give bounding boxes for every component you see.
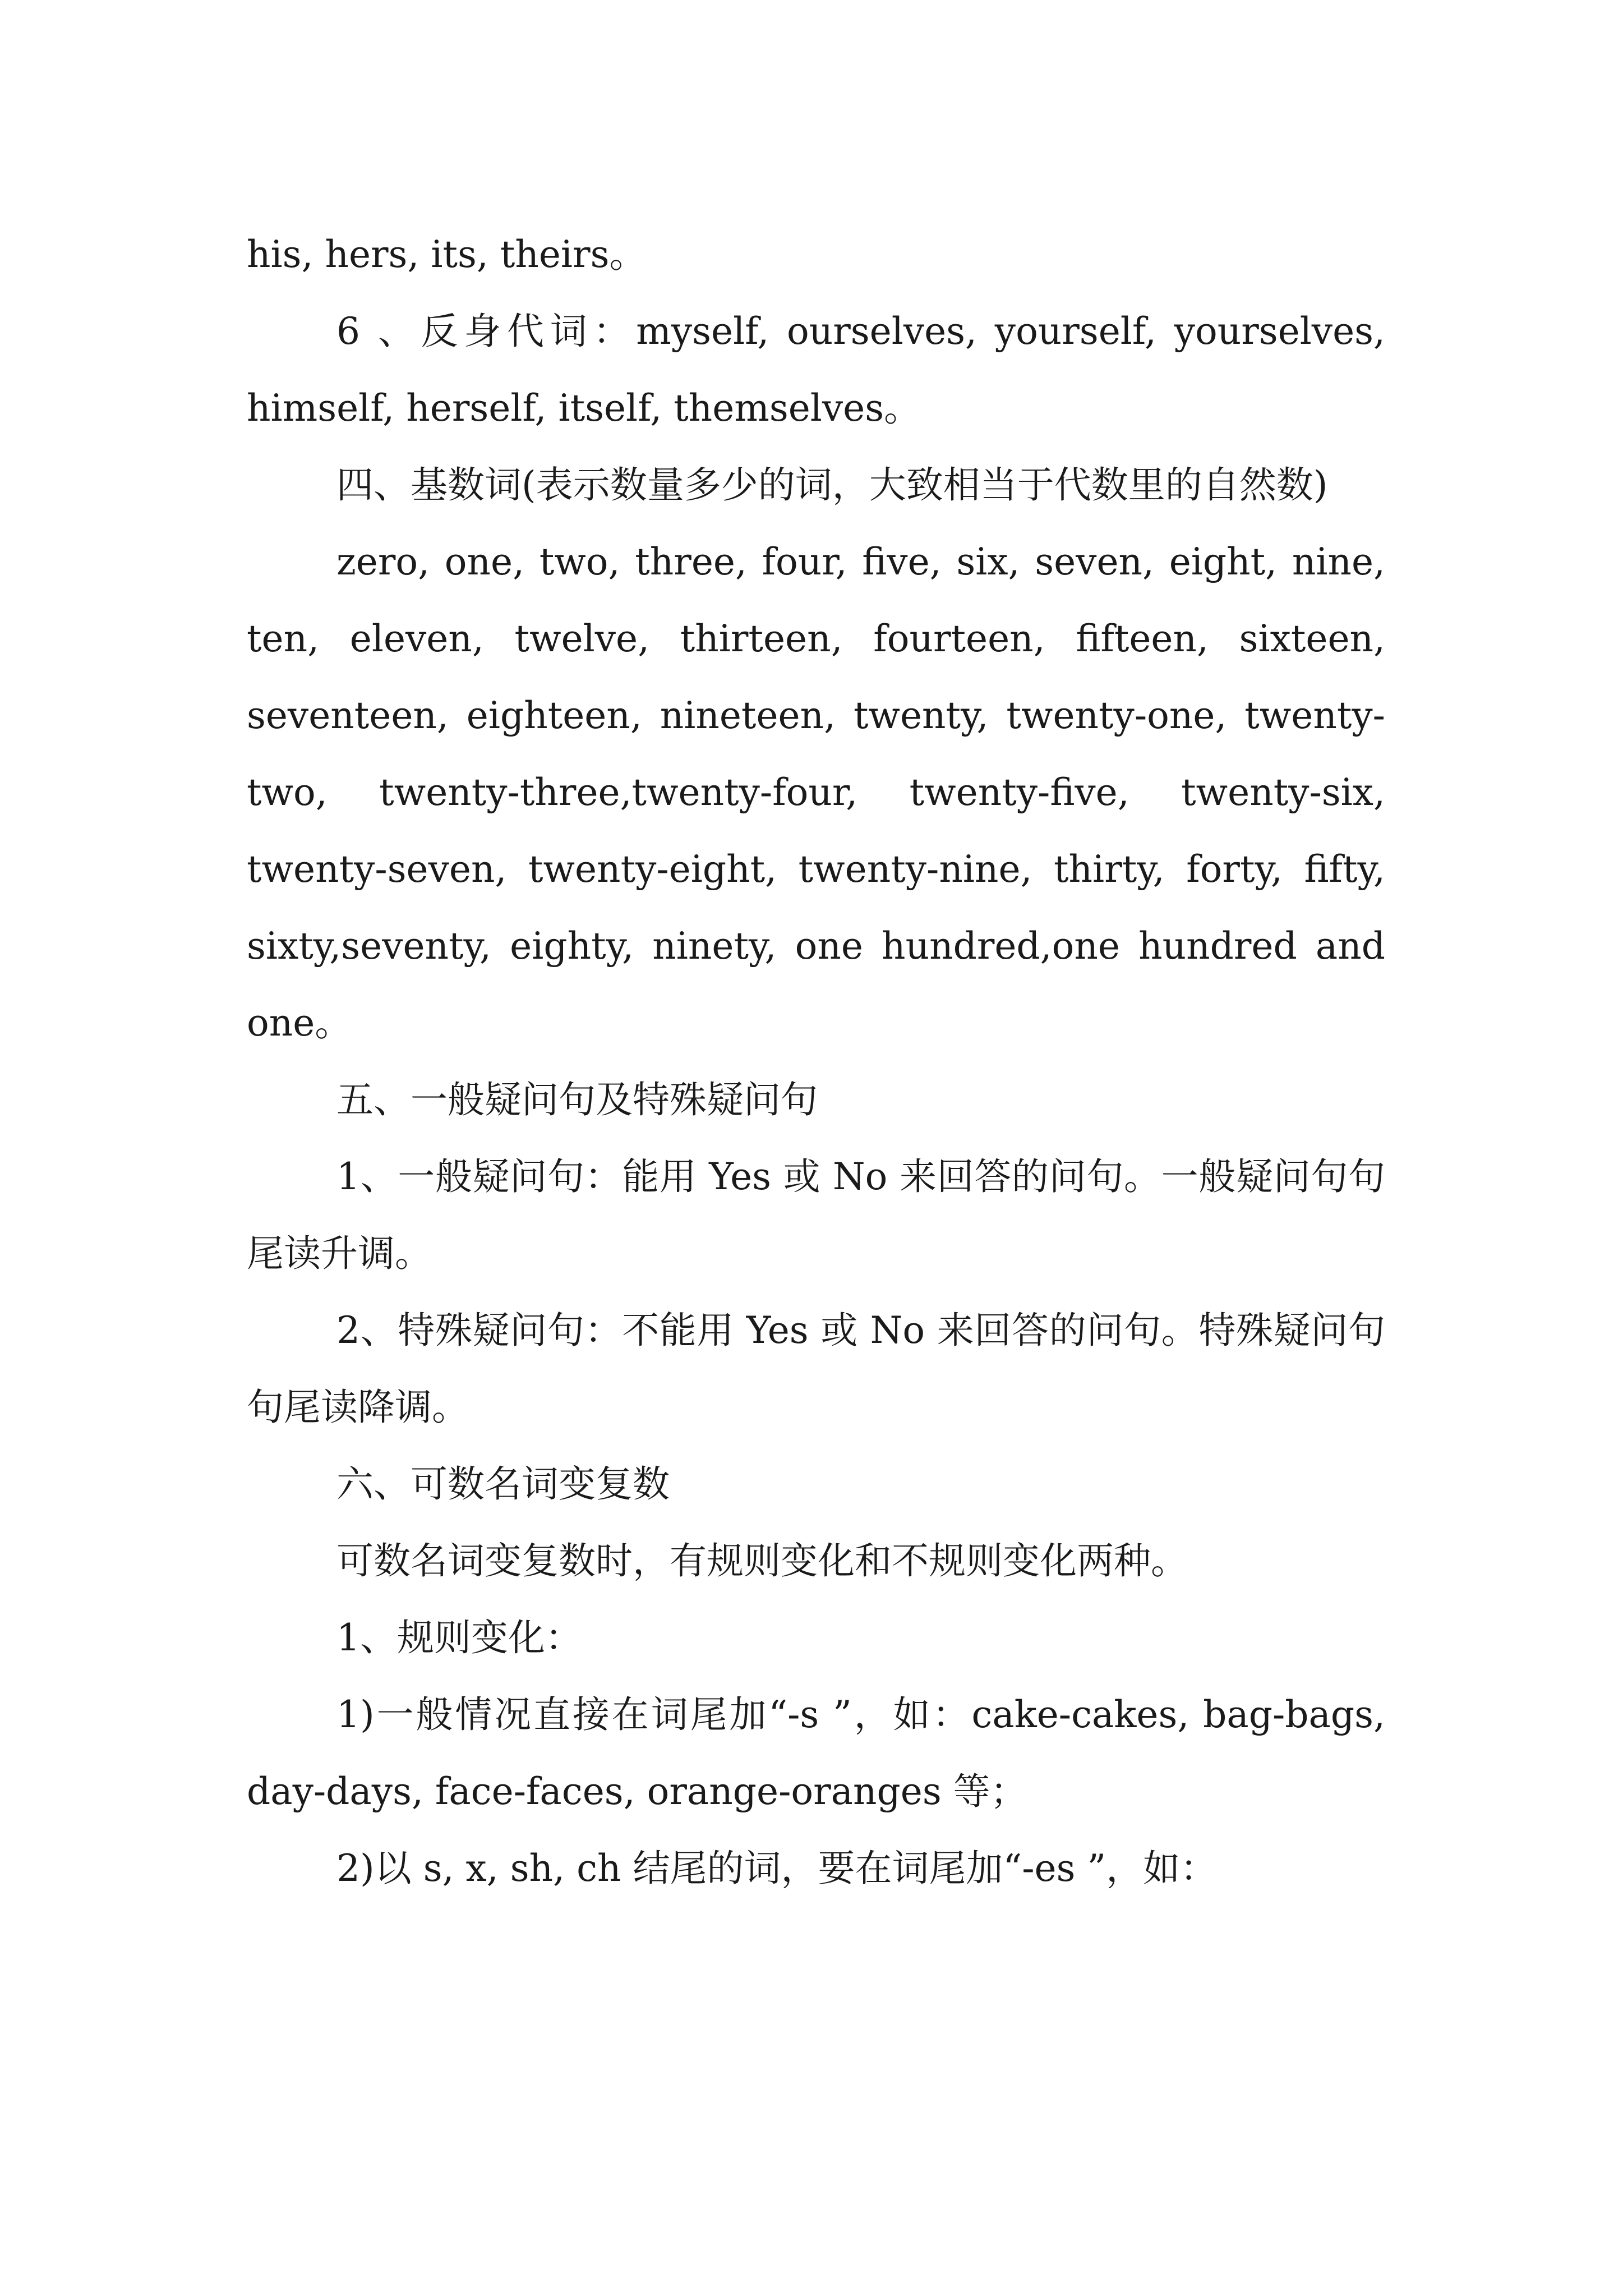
- heading-cardinal-numbers: 四、基数词(表示数量多少的词，大致相当于代数里的自然数): [336, 463, 1328, 507]
- heading-questions: 五、一般疑问句及特殊疑问句: [336, 1078, 818, 1121]
- paragraph-general-question: 1、一般疑问句：能用 Yes 或 No 来回答的问句。一般疑问句句尾读升调。: [247, 1155, 1385, 1275]
- paragraph-reflexive-pronouns: 6 、反身代词：myself, ourselves, yourself, yourselves, himself, herself, itself, themselves。: [247, 310, 1385, 430]
- paragraph-special-question: 2、特殊疑问句：不能用 Yes 或 No 来回答的问句。特殊疑问句句尾读降调。: [247, 1309, 1385, 1429]
- heading-regular-changes: 1、规则变化：: [336, 1616, 582, 1659]
- paragraph-rule-add-es: 2)以 s, x, sh, ch 结尾的词，要在词尾加“-es ”，如：: [336, 1847, 1218, 1890]
- document-body: [247, 216, 1385, 1907]
- heading-plural-nouns: 六、可数名词变复数: [336, 1462, 670, 1506]
- paragraph-number-words: zero, one, two, three, four, five, six, seven, eight, nine, ten, eleven, twelve, thirteen, fourteen, fifteen, sixteen, seventeen, eighteen, nineteen, twenty, twenty-one, twenty-two, twenty-three,twenty-four, twenty-five, twenty-six, twenty-seven, twenty-eight, twenty-nine, thirty, forty, fifty, sixty,seventy, eighty, ninety, one hundred,one hundred and one。: [247, 540, 1385, 1045]
- paragraph-rule-add-s: 1)一般情况直接在词尾加“-s ”，如：cake-cakes, bag-bags, day-days, face-faces, orange-oranges 等；: [247, 1693, 1385, 1813]
- paragraph-pronoun-list-end: his, hers, its, theirs。: [247, 233, 647, 276]
- paragraph-plural-intro: 可数名词变复数时，有规则变化和不规则变化两种。: [336, 1539, 1188, 1582]
